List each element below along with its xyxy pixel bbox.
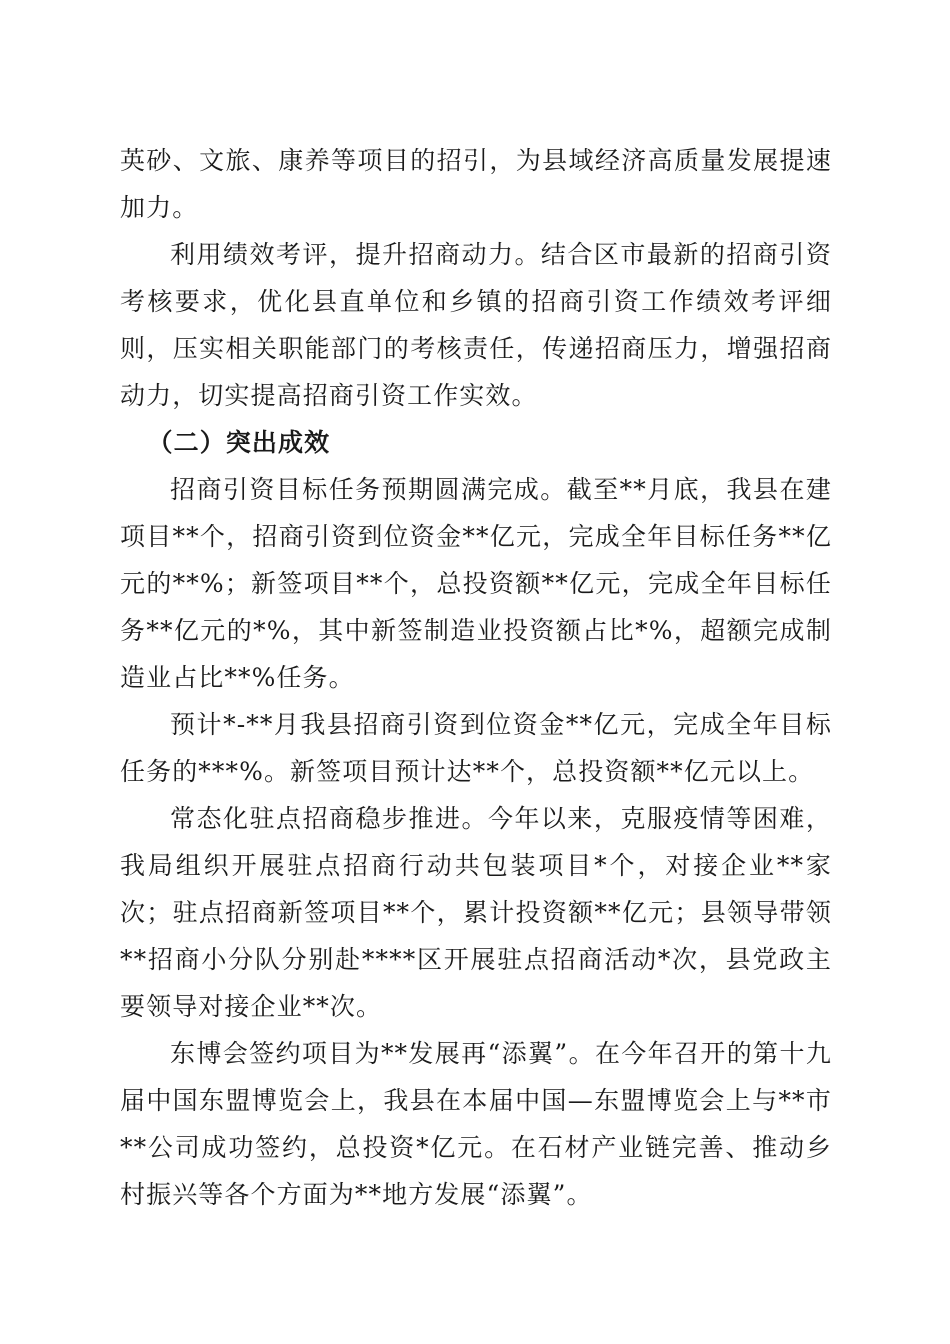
paragraph-performance-evaluation: 利用绩效考评，提升招商动力。结合区市最新的招商引资考核要求，优化县直单位和乡镇的招商引资工作绩效考评细则，压实相关职能部门的考核责任，传递招商压力，增强招商动力，切实提高招商引资工作实效。 (120, 240, 832, 410)
paragraph-forecast: 预计*-**月我县招商引资到位资金**亿元，完成全年目标任务的***%。新签项目预计达**个，总投资额**亿元以上。 (120, 710, 832, 786)
paragraph-continuation: 英砂、文旅、康养等项目的招引，为县域经济高质量发展提速加力。 (120, 146, 832, 222)
paragraph-expo-signing: 东博会签约项目为**发展再“添翼”。在今年召开的第十九届中国东盟博览会上，我县在本届中国—东盟博览会上与**市**公司成功签约，总投资*亿元。在石材产业链完善、推动乡村振兴等各个方面为**地方发展“添翼”。 (120, 1039, 832, 1209)
section-heading: （二）突出成效 (147, 428, 331, 457)
paragraph-target-completion: 招商引资目标任务预期圆满完成。截至**月底，我县在建项目**个，招商引资到位资金**亿元，完成全年目标任务**亿元的**%；新签项目**个，总投资额**亿元，完成全年目标任务**亿元的*%，其中新签制造业投资额占比*%，超额完成制造业占比**%任务。 (120, 475, 832, 692)
document-body (120, 137, 832, 1218)
paragraph-resident-investment: 常态化驻点招商稳步推进。今年以来，克服疫情等困难，我局组织开展驻点招商行动共包装项目*个，对接企业**家次；驻点招商新签项目**个，累计投资额**亿元；县领导带领**招商小分队分别赴****区开展驻点招商活动*次，县党政主要领导对接企业**次。 (120, 804, 832, 1021)
